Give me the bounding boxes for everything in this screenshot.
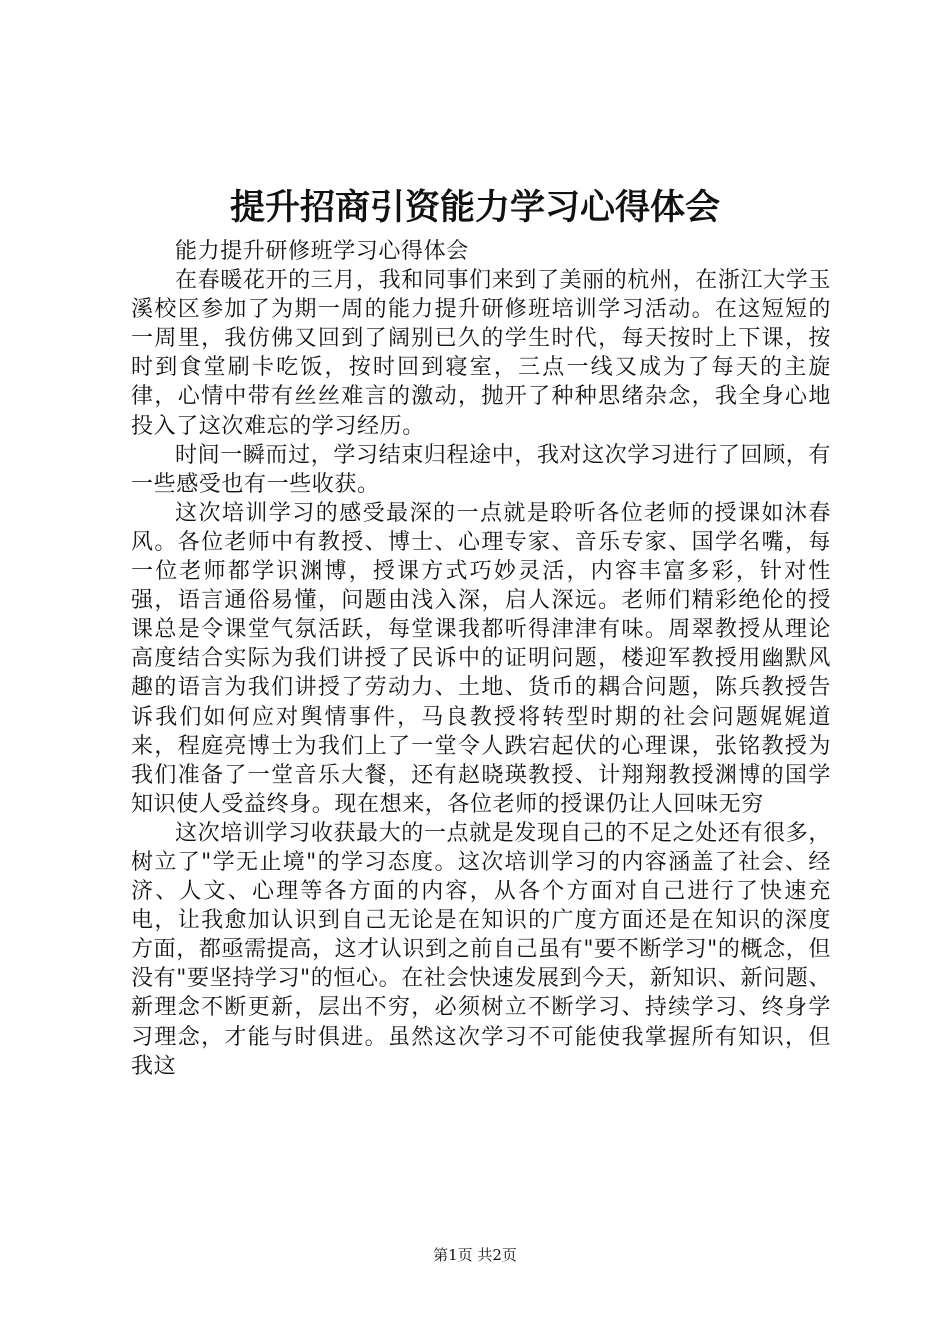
paragraph-teachers: 这次培训学习的感受最深的一点就是聆听各位老师的授课如沐春风。各位老师中有教授、博士、心理专家、音乐专家、国学名嘴，每一位老师都学识渊博，授课方式巧妙灵活，内容丰富多彩，针对性强，语言通俗易懂，问题由浅入深，启人深远。老师们精彩绝伦的授课总是令课堂气氛活跃，每堂课我都听得津津有味。周翠教授从理论高度结合实际为我们讲授了民诉中的证明问题，楼迎军教授用幽默风趣的语言为我们讲授了劳动力、土地、货币的耦合问题，陈兵教授告诉我们如何应对舆情事件，马良教授将转型时期的社会问题娓娓道来，程庭亮博士为我们上了一堂令人跌宕起伏的心理课，张铭教授为我们准备了一堂音乐大餐，还有赵晓瑛教授、计翔翔教授渊博的国学知识使人受益终身。现在想来，各位老师的授课仍让人回味无穷 bbox=[131, 500, 831, 817]
document-title: 提升招商引资能力学习心得体会 bbox=[229, 187, 720, 228]
paragraph-gains: 这次培训学习收获最大的一点就是发现自己的不足之处还有很多，树立了"学无止境"的学习态度。这次培训学习的内容涵盖了社会、经济、人文、心理等各方面的内容，从各个方面对自己进行了快速充电，让我愈加认识到自己无论是在知识的广度方面还是在知识的深度方面，都亟需提高，这才认识到之前自己虽有"要不断学习"的概念，但没有"要坚持学习"的恒心。在社会快速发展到今天，新知识、新问题、新理念不断更新，层出不穷，必须树立不断学习、持续学习、终身学习理念，才能与时俱进。虽然这次学习不可能使我掌握所有知识，但我这 bbox=[131, 820, 831, 1079]
document-body bbox=[131, 237, 831, 1081]
paragraph-review: 时间一瞬而过，学习结束归程途中，我对这次学习进行了回顾，有一些感受也有一些收获。 bbox=[131, 442, 831, 497]
paragraph-subtitle: 能力提升研修班学习心得体会 bbox=[175, 239, 469, 264]
paragraph-intro: 在春暖花开的三月，我和同事们来到了美丽的杭州，在浙江大学玉溪校区参加了为期一周的能力提升研修班培训学习活动。在这短短的一周里，我仿佛又回到了阔别已久的学生时代，每天按时上下课，按时到食堂刷卡吃饭，按时回到寝室，三点一线又成为了每天的主旋律，心情中带有丝丝难言的激动，抛开了种种思绪杂念，我全身心地投入了这次难忘的学习经历。 bbox=[131, 268, 831, 439]
page-number-footer: 第1页 共2页 bbox=[433, 1246, 517, 1264]
